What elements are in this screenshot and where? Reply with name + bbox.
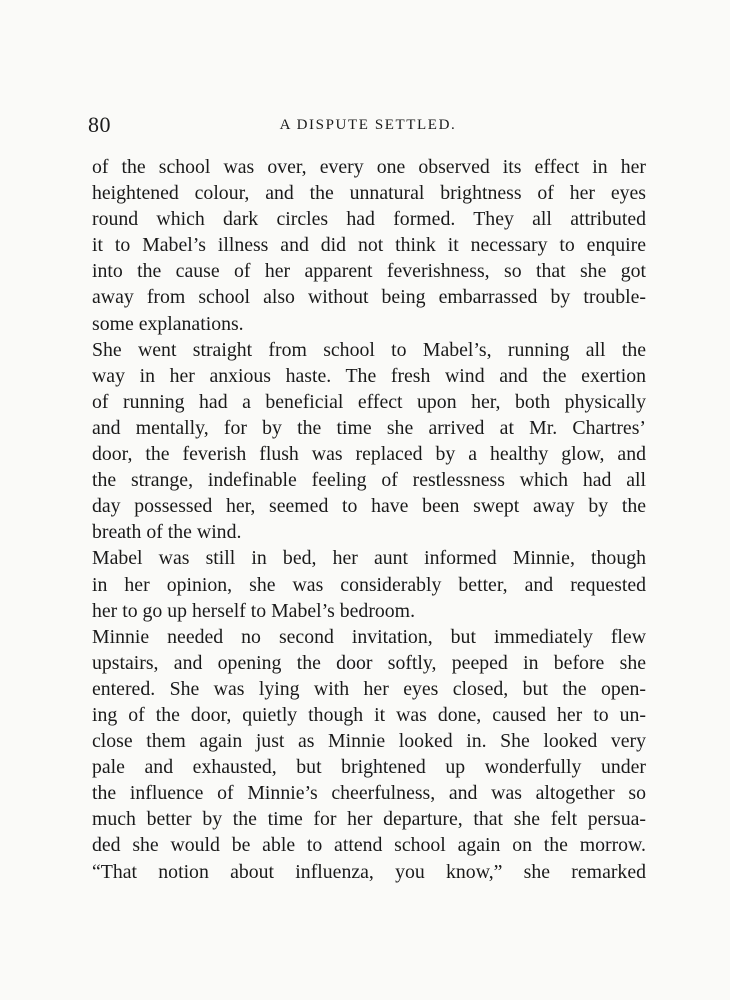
- page-number: 80: [88, 112, 111, 137]
- body-text: [92, 154, 646, 885]
- running-head: A DISPUTE SETTLED.: [279, 117, 457, 133]
- text-line: upstairs, and opening the door softly, peeped in before she: [92, 651, 646, 674]
- text-line: heightened colour, and the unnatural brightness of her eyes: [92, 182, 646, 205]
- text-line: round which dark circles had formed. They all attributed: [92, 208, 646, 231]
- paragraph-4: [92, 624, 646, 859]
- paragraph-5: [92, 859, 646, 885]
- text-line: breath of the wind.: [92, 521, 242, 544]
- text-line: it to Mabel’s illness and did not think it necessary to enquire: [92, 234, 646, 257]
- paragraph-2: [92, 337, 646, 546]
- paragraph-3: [92, 545, 646, 623]
- text-line: of running had a beneficial effect upon her, both physically: [92, 390, 646, 413]
- text-line: pale and exhausted, but brightened up wonderfully under: [92, 756, 646, 779]
- text-line: much better by the time for her departure, that she felt persua-: [92, 808, 646, 831]
- text-line: away from school also without being embarrassed by trouble-: [92, 286, 646, 309]
- text-line: the influence of Minnie’s cheerfulness, and was altogether so: [92, 782, 646, 805]
- text-line: “That notion about influenza, you know,” she remarked: [92, 860, 646, 883]
- paragraph-1: [92, 154, 646, 337]
- text-line: and mentally, for by the time she arrived at Mr. Chartres’: [92, 416, 646, 439]
- text-line: some explanations.: [92, 312, 244, 335]
- text-line: in her opinion, she was considerably better, and requested: [92, 573, 646, 596]
- text-line: ing of the door, quietly though it was done, caused her to un-: [92, 703, 646, 726]
- text-line: close them again just as Minnie looked in. She looked very: [92, 730, 646, 753]
- text-line: She went straight from school to Mabel’s, running all the: [92, 338, 646, 361]
- text-line: Minnie needed no second invitation, but immediately flew: [92, 625, 646, 648]
- page-header: [88, 112, 648, 142]
- text-line: into the cause of her apparent feverishness, so that she got: [92, 260, 646, 283]
- text-line: way in her anxious haste. The fresh wind and the exertion: [92, 364, 646, 387]
- text-line: the strange, indefinable feeling of restlessness which had all: [92, 469, 646, 492]
- text-line: day possessed her, seemed to have been swept away by the: [92, 495, 646, 518]
- text-line: of the school was over, every one observed its effect in her: [92, 156, 646, 178]
- text-line: ded she would be able to attend school again on the morrow.: [92, 834, 646, 857]
- text-line: door, the feverish flush was replaced by a healthy glow, and: [92, 443, 646, 466]
- text-line: Mabel was still in bed, her aunt informed Minnie, though: [92, 547, 646, 570]
- text-line: entered. She was lying with her eyes closed, but the open-: [92, 677, 646, 700]
- text-line: her to go up herself to Mabel’s bedroom.: [92, 599, 416, 622]
